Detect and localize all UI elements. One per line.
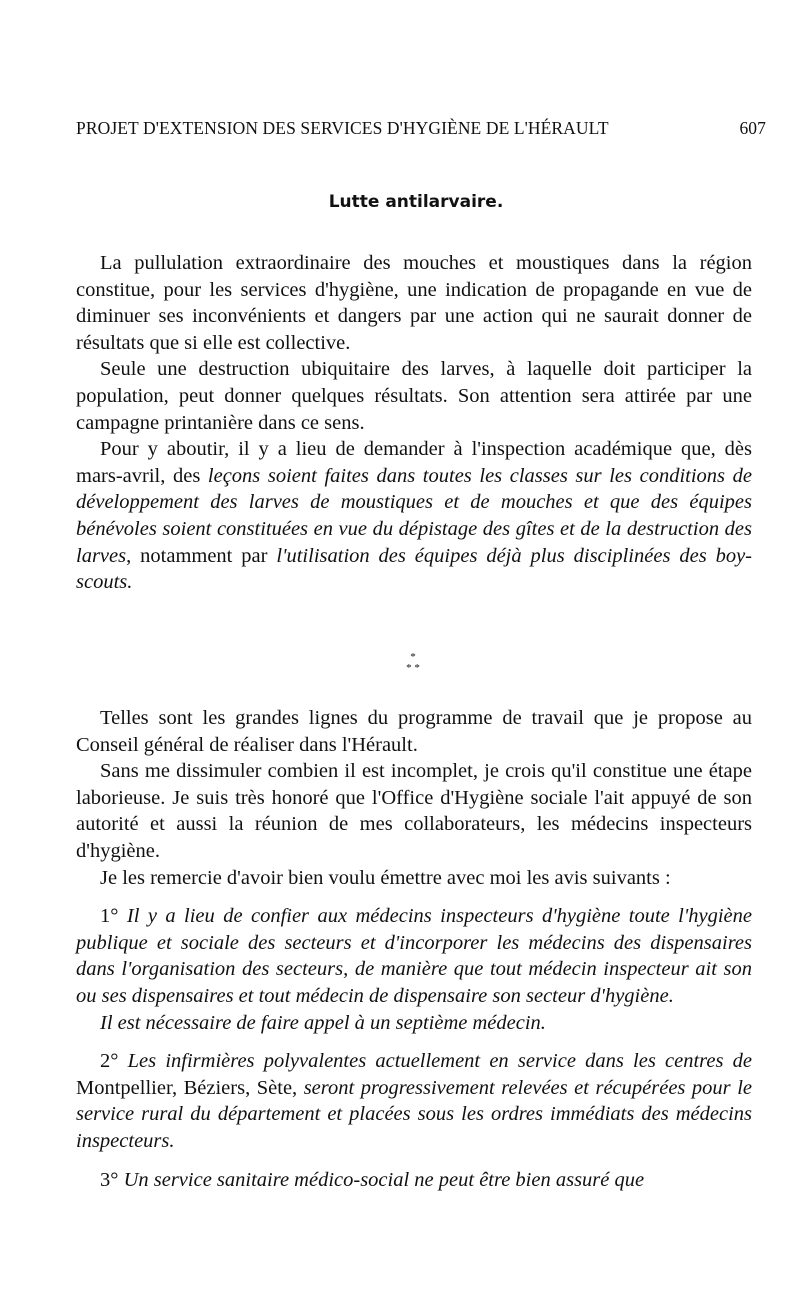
list-item-1-number: 1°: [100, 905, 119, 928]
asterism-top: *: [410, 651, 416, 663]
list-item-2-number: 2°: [100, 1050, 119, 1073]
section-title: Lutte antilarvaire.: [328, 192, 504, 212]
paragraph-inspection-italic-d: l'utilisation des équipes déjà plus disciplinées des boy-scouts.: [76, 544, 753, 594]
paragraph-etape: Sans me dissimuler combien il est incomplet, je crois qu'il constitue une étape laborieuse. Je suis très honoré que l'Office d'Hygiène sociale l'ait appuyé de son autorité et aussi la réunion de mes collaborateurs, les médecins inspecteurs d'hygiène.: [76, 760, 752, 862]
asterism-bottom: * *: [406, 662, 420, 674]
conclusion-body: [76, 705, 752, 1193]
list-item-2-text-c: seront progressivement relevées et récupérées pour le service rural du département et placées sous les ordres immédiats des médecins inspecteurs.: [76, 1076, 752, 1152]
list-item-2: [76, 1048, 752, 1154]
section-body: [76, 250, 752, 596]
running-header: [76, 118, 766, 139]
paragraph-inspection-text-c: , notamment par: [126, 544, 277, 567]
list-item-2-cities: Montpellier, Béziers, Sète,: [76, 1076, 298, 1099]
paragraph-remerciements: Je les remercie d'avoir bien voulu émettre avec moi les avis suivants :: [100, 866, 671, 889]
paragraph-destruction: Seule une destruction ubiquitaire des larves, à laquelle doit participer la population, peut donner quelques résultats. Son attention sera attirée par une campagne printanière dans ce sens.: [76, 358, 752, 434]
paragraph-programme: Telles sont les grandes lignes du programme de travail que je propose au Conseil général de réaliser dans l'Hérault.: [76, 707, 752, 756]
asterism-divider: [398, 652, 428, 674]
header-title: PROJET D'EXTENSION DES SERVICES D'HYGIÈNE DE L'HÉRAULT: [76, 118, 609, 138]
list-item-1-extra: Il est nécessaire de faire appel à un septième médecin.: [100, 1011, 546, 1034]
paragraph-inspection-text-a: Pour y aboutir, il y a lieu de demander à l'inspection académique que, dès mars-avril, des: [76, 438, 752, 487]
list-item-3-text: Un service sanitaire médico-social ne peut être bien assuré que: [123, 1168, 645, 1191]
list-item-1-text: Il y a lieu de confier aux médecins inspecteurs d'hygiène toute l'hygiène publique et sociale des secteurs et d'incorporer les médecins des dispensaires dans l'organisation des secteurs, de manière que tout médecin inspecteur ait son ou ses dispensaires et tout médecin de dispensaire son secteur d'hygiène.: [76, 905, 753, 1007]
paragraph-inspection-italic-b: leçons soient faites dans toutes les classes sur les conditions de développement des larves de moustiques et de mouches et que des équipes bénévoles soient constituées en vue du dépistage des gîtes et de la destruction des larves: [76, 464, 752, 567]
page-number: 607: [739, 118, 766, 138]
list-item-1: [76, 903, 752, 1009]
list-item-3-number: 3°: [100, 1168, 119, 1191]
list-item-2-text-a: Les infirmières polyvalentes actuellement en service dans les centres de: [127, 1050, 753, 1073]
paragraph-inspection: [76, 436, 752, 596]
paragraph-pullulation: La pullulation extraordinaire des mouches et moustiques dans la région constitue, pour les services d'hygiène, une indication de propagande en vue de diminuer ses inconvénients et dangers par une action qui ne saurait donner de résultats que si elle est collective.: [76, 252, 752, 354]
list-item-3: [76, 1167, 752, 1194]
